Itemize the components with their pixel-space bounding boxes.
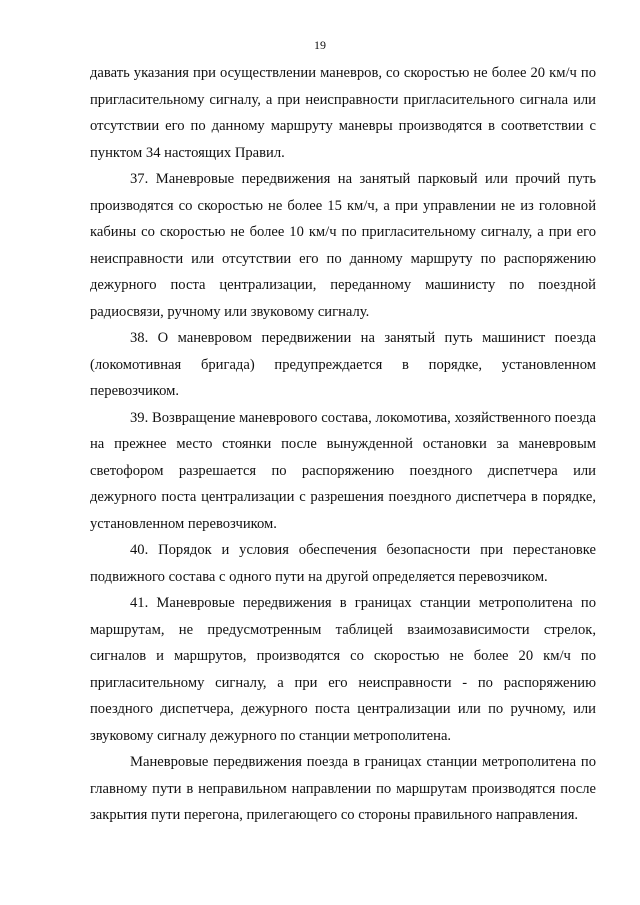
paragraph-38: 38. О маневровом передвижении на занятый путь машинист поезда (локомотивная бригада) предупреждается в порядке, установленном перевозчиком. [90, 330, 596, 399]
page-number: 19 [314, 38, 326, 52]
paragraph-37: 37. Маневровые передвижения на занятый парковый или прочий путь производятся со скоростью не более 15 км/ч, а при управлении не из головной кабины со скоростью не более 10 км/ч по пригласительному сигналу, а при его неисправности или отсутствии его по данному маршруту по распоряжению дежурного поста централизации, переданному машинисту по поездной радиосвязи, ручному или звуковому сигналу. [90, 171, 596, 320]
paragraph-40: 40. Порядок и условия обеспечения безопасности при перестановке подвижного состава с одного пути на другой определяется перевозчиком. [90, 542, 596, 585]
document-body [90, 60, 596, 829]
paragraph-39: 39. Возвращение маневрового состава, локомотива, хозяйственного поезда на прежнее место стоянки после вынужденной остановки за маневровым светофором разрешается по распоряжению поездного диспетчера или дежурного поста централизации с разрешения поездного диспетчера в порядке, установленном перевозчиком. [90, 409, 596, 532]
paragraph-continuation: давать указания при осуществлении маневров, со скоростью не более 20 км/ч по пригласительному сигналу, а при неисправности пригласительного сигнала или отсутствии его по данному маршруту маневры производятся в соответствии с пунктом 34 настоящих Правил. [90, 65, 596, 161]
paragraph-41-continuation: Маневровые передвижения поезда в границах станции метрополитена по главному пути в неправильном направлении по маршрутам производятся после закрытия пути перегона, прилегающего со стороны правильного направления. [90, 754, 596, 823]
paragraph-41: 41. Маневровые передвижения в границах станции метрополитена по маршрутам, не предусмотренным таблицей взаимозависимости стрелок, сигналов и маршрутов, производятся со скоростью не более 20 км/ч по пригласительному сигналу, а при его неисправности - по распоряжению поездного диспетчера, дежурного поста централизации или по ручному, или звуковому сигналу дежурного по станции метрополитена. [90, 595, 596, 744]
